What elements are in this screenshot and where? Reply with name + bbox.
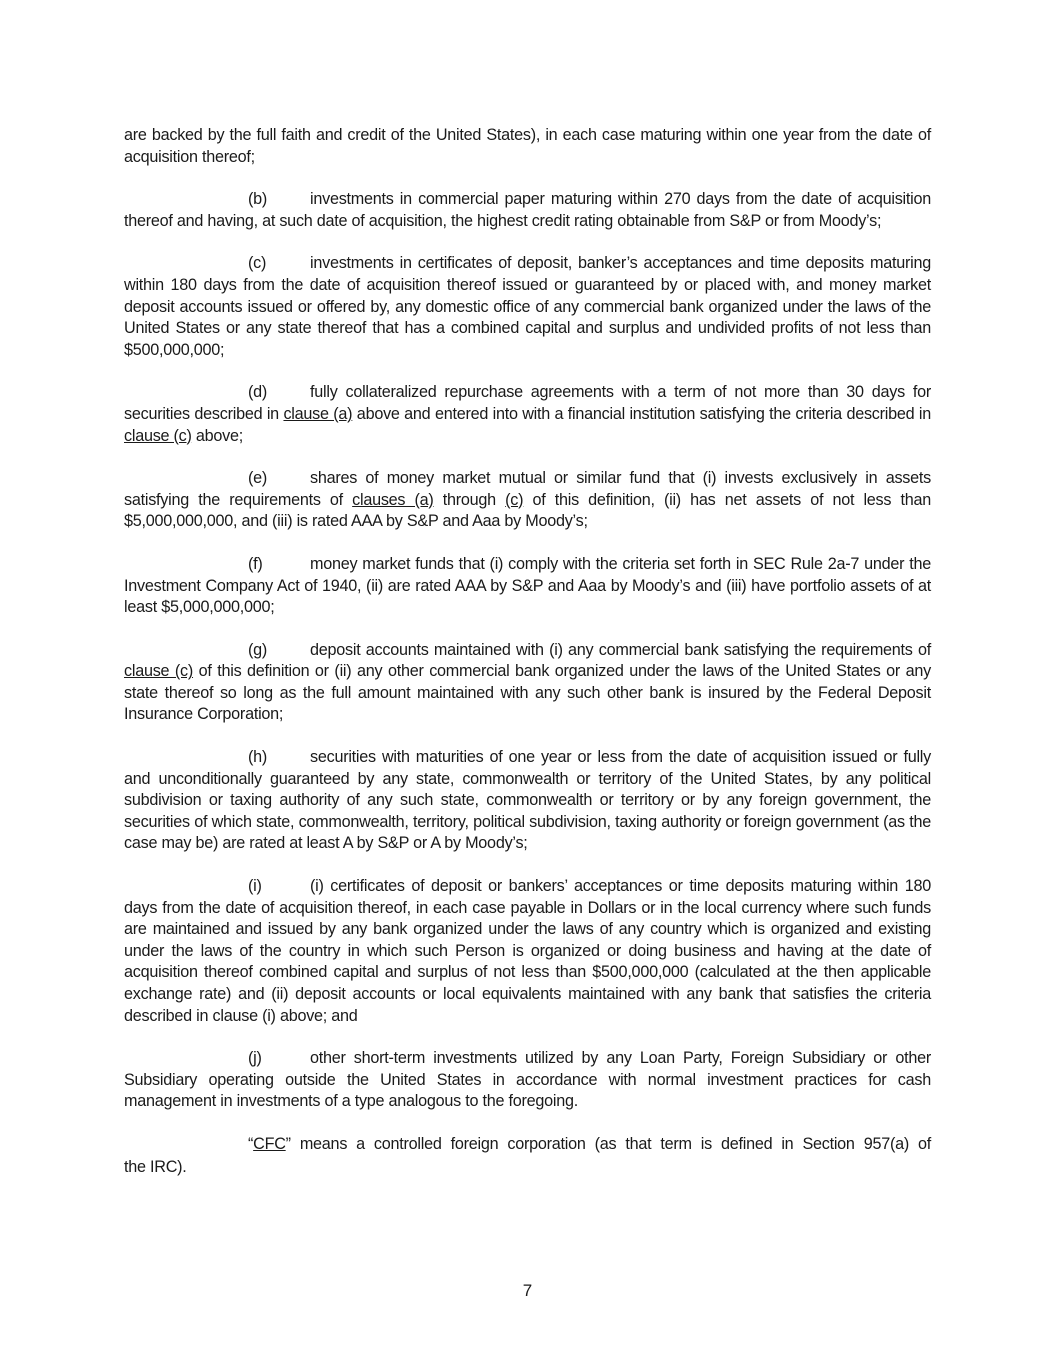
clause-f-paragraph: [124, 554, 931, 619]
clause-d-ref-c: clause (c): [124, 426, 192, 445]
cfc-definition-line-1: [124, 1134, 931, 1156]
cfc-close-quote: ”: [285, 1134, 291, 1153]
clause-d-text-2: above and entered into with a financial institution satisfying the criteria described in: [352, 404, 931, 423]
cfc-definition: [124, 1134, 931, 1178]
intro-paragraph: [124, 125, 931, 168]
cfc-defined-term: CFC: [253, 1134, 286, 1153]
clause-j-label: (j): [248, 1049, 262, 1068]
clause-b-text: investments in commercial paper maturing within 270 days from the date of acquisition thereof and having, at such date of acquisition, the highest credit rating obtainable from S&P or from Moody’s;: [124, 190, 931, 230]
clause-b-paragraph: [124, 189, 931, 232]
cfc-definition-line-2: the IRC).: [124, 1157, 187, 1176]
cfc-open-quote: “: [248, 1134, 254, 1153]
clause-h-label: (h): [248, 748, 268, 767]
clause-e-ref-a: clauses (a): [352, 490, 434, 509]
clause-d-label: (d): [248, 383, 268, 402]
clause-f-label: (f): [248, 554, 263, 573]
clause-e-ref-c: (c): [505, 490, 524, 509]
clause-d-text-3: above;: [191, 426, 244, 445]
clause-g-paragraph: [124, 640, 931, 726]
cfc-definition-text: means a controlled foreign corporation (as that term is defined in Section 957(a) of: [290, 1134, 931, 1153]
clause-d-paragraph: [124, 382, 931, 447]
intro-text: are backed by the full faith and credit of the United States), in each case maturing within one year from the date of acquisition thereof;: [124, 126, 931, 166]
clause-h-text: securities with maturities of one year or less from the date of acquisition issued or fully and unconditionally guaranteed by any state, commonwealth or territory of the United States, by any political subdivision or taxing authority of any such state, commonwealth or territory or by any foreign government, the securities of which state, commonwealth, territory, political subdivision, taxing authority or foreign government (as the case may be) are rated at least A by S&P or A by Moody’s;: [124, 748, 931, 853]
clause-e-text-1: shares of money market mutual or similar fund that (i) invests exclusively in assets satisfying the requirements of: [124, 469, 931, 509]
clause-d-ref-a: clause (a): [283, 404, 353, 423]
clause-b-label: (b): [248, 190, 268, 209]
clause-e-paragraph: [124, 468, 931, 533]
clause-h-paragraph: [124, 747, 931, 855]
clause-g-label: (g): [248, 640, 268, 659]
clause-j-paragraph: [124, 1048, 931, 1113]
clause-e-text-3: of this definition, (ii) has net assets of not less than $5,000,000,000, and (iii) is rated AAA by S&P and Aaa by Moody’s;: [124, 490, 931, 531]
clause-g-text-1: deposit accounts maintained with (i) any commercial bank satisfying the requirements of: [310, 640, 931, 659]
clause-i-label: (i): [248, 877, 262, 896]
clause-g-text-2: of this definition or (ii) any other commercial bank organized under the laws of the United States or any state thereof so long as the full amount maintained with any such other bank is insured by the Federal Deposit Insurance Corporation;: [124, 662, 931, 724]
clause-c-label: (c): [248, 254, 267, 273]
clause-d-text-1: fully collateralized repurchase agreements with a term of not more than 30 days for securities described in: [124, 383, 931, 423]
clause-g-ref-c: clause (c): [124, 662, 194, 681]
document-body: [124, 125, 931, 1178]
clause-c-text: investments in certificates of deposit, banker’s acceptances and time deposits maturing within 180 days from the date of acquisition thereof issued or guaranteed by or placed with, and money market deposit accounts issued or offered by, any domestic office of any commercial bank organized under the laws of the United States or any state thereof that has a combined capital and surplus and undivided profits of not less than $500,000,000;: [124, 254, 931, 359]
clause-j-text: other short-term investments utilized by any Loan Party, Foreign Subsidiary or other Subsidiary operating outside the United States in accordance with normal investment practices for cash management in investments of a type analogous to the foregoing.: [124, 1049, 931, 1111]
clause-e-text-2: through: [433, 490, 506, 509]
clause-e-label: (e): [248, 469, 268, 488]
clause-i-text: (i) certificates of deposit or bankers’ acceptances or time deposits maturing within 180 days from the date of acquisition thereof, in each case payable in Dollars or in the local currency where such funds are maintained and issued by any bank organized under the laws of any country which is organized and existing under the laws of the country in which such Person is organized or doing business and having at the date of acquisition thereof combined capital and surplus of not less than $500,000,000 (calculated at the then applicable exchange rate) and (ii) deposit accounts or local equivalents maintained with any bank that satisfies the criteria described in clause (i) above; and: [124, 877, 931, 1025]
page-number: 7: [522, 1281, 533, 1300]
clause-f-text: money market funds that (i) comply with the criteria set forth in SEC Rule 2a-7 under the Investment Company Act of 1940, (ii) are rated AAA by S&P and Aaa by Moody’s and (iii) have portfolio assets of at least $5,000,000,000;: [124, 554, 931, 617]
clause-c-paragraph: [124, 253, 931, 361]
clause-i-paragraph: [124, 876, 931, 1027]
